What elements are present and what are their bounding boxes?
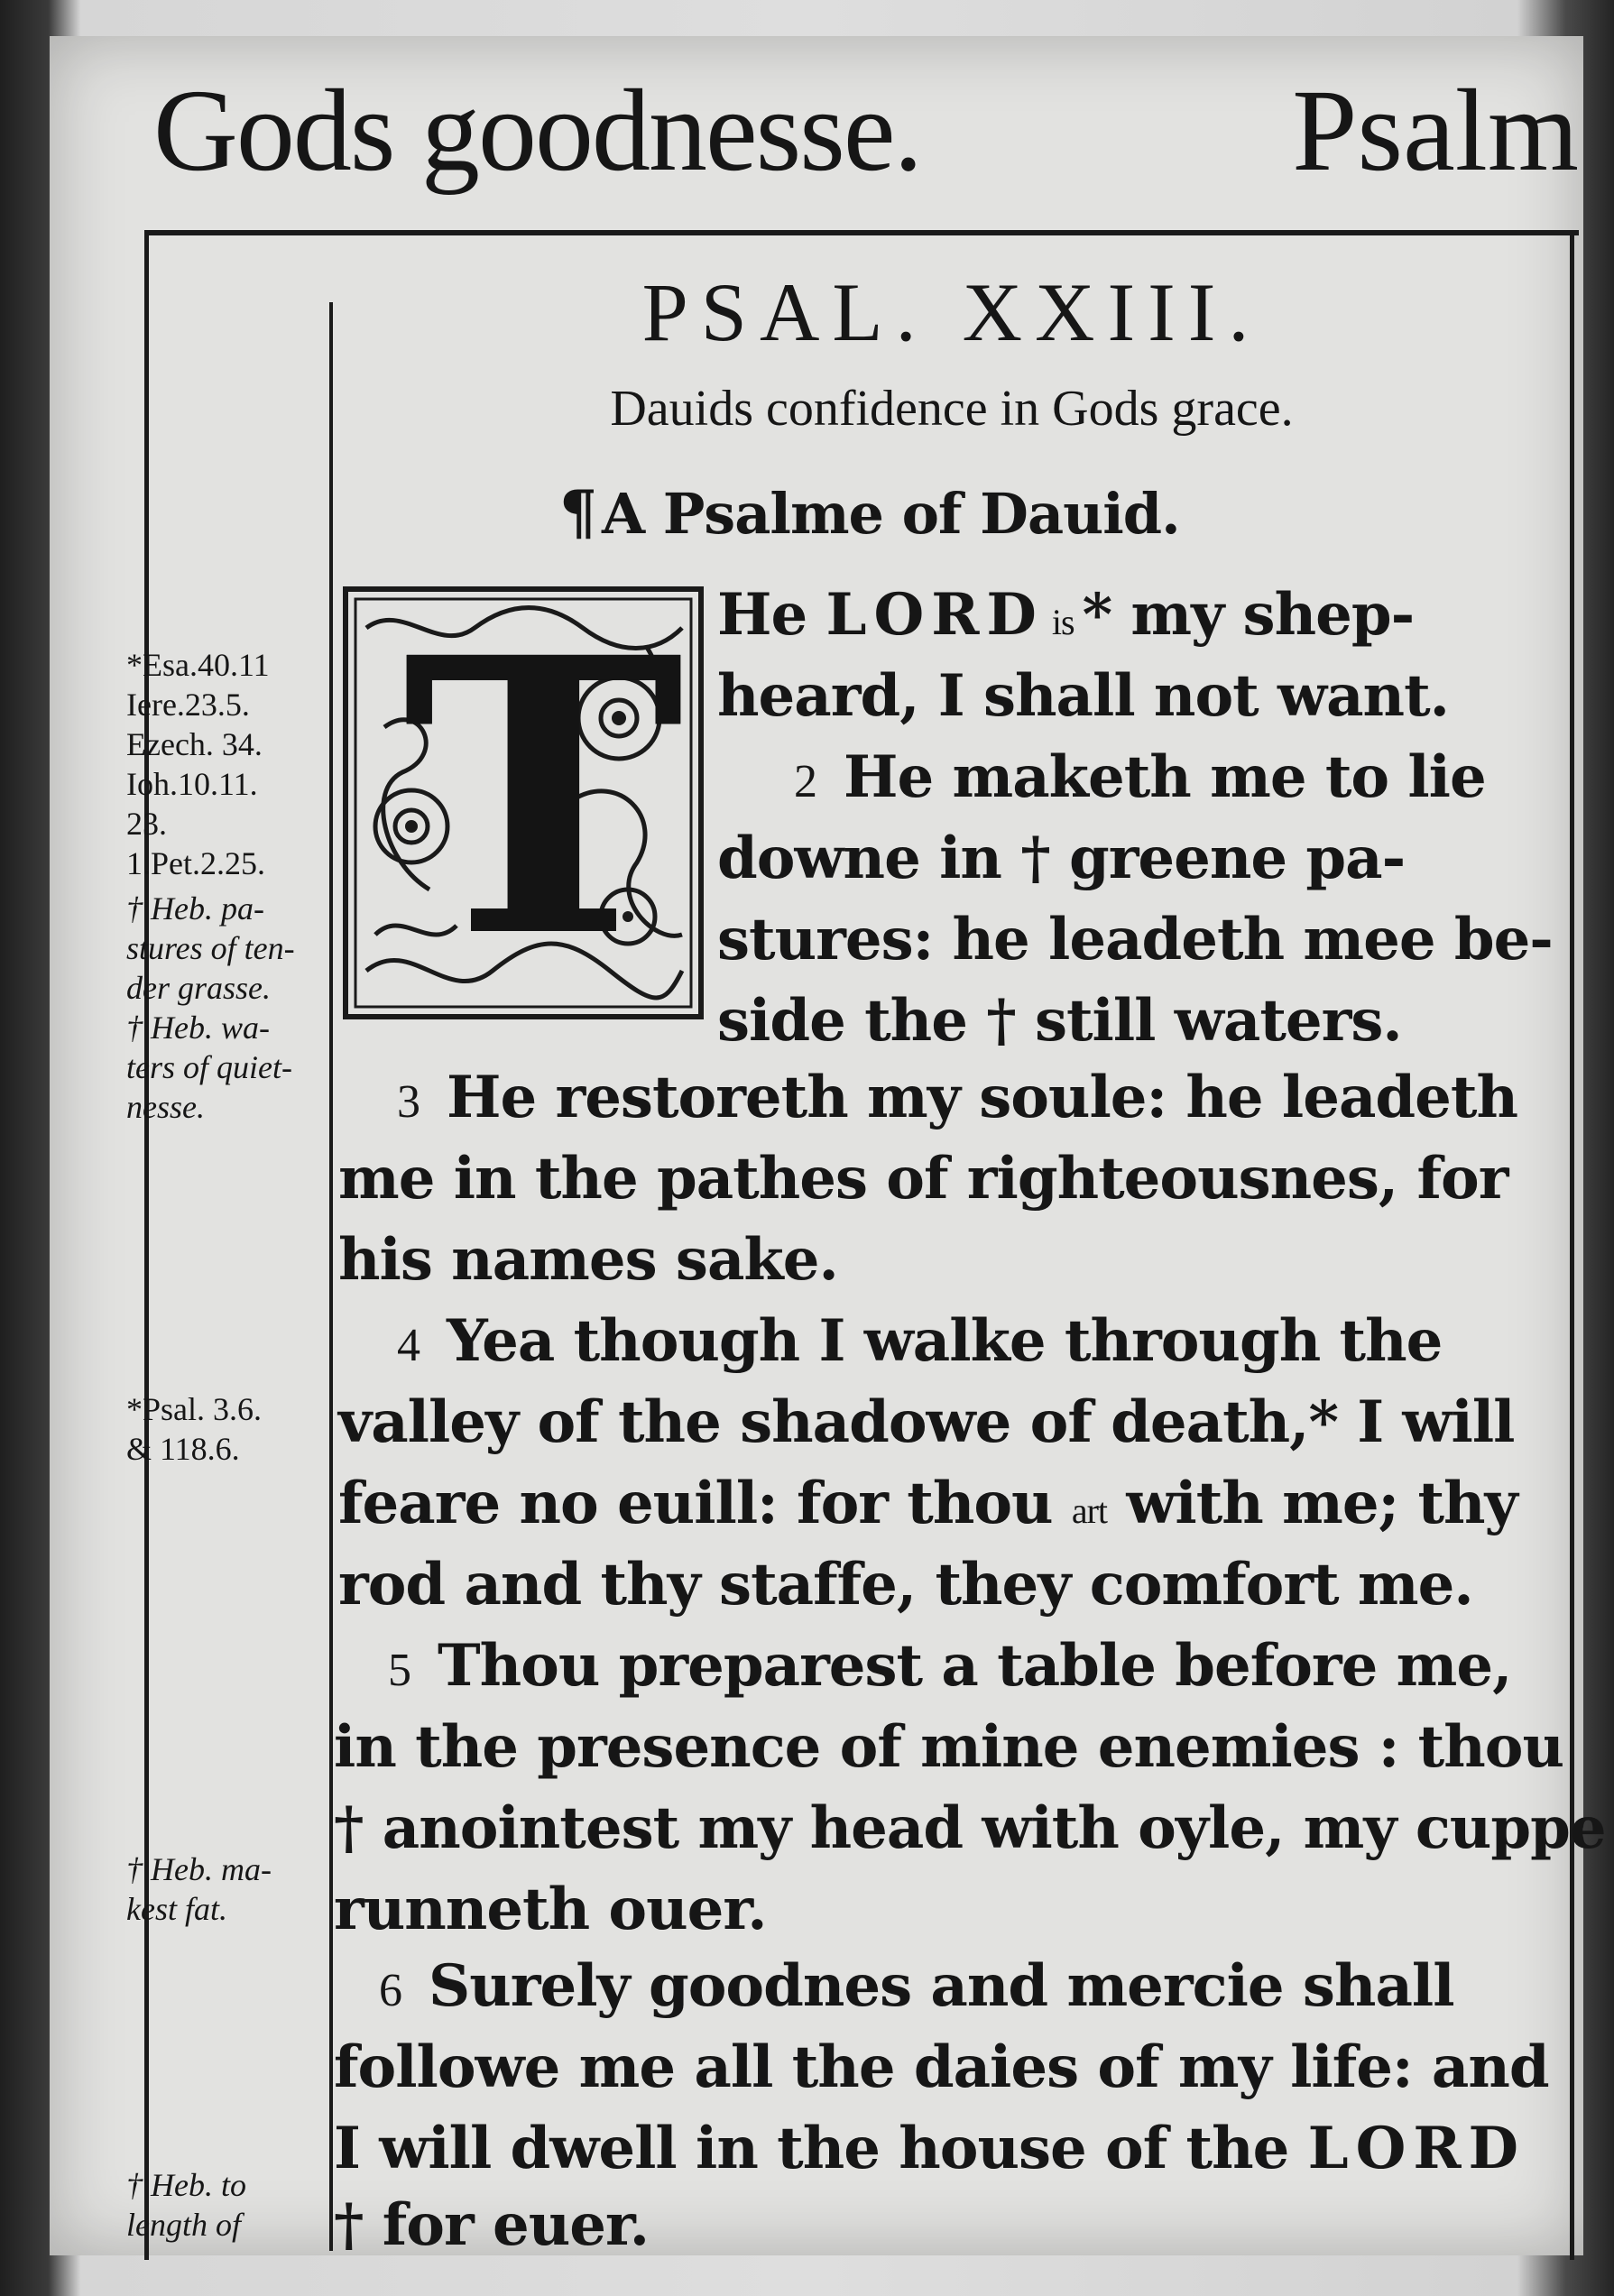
verse-2-line-2: downe in † greene pa- xyxy=(717,825,1406,892)
verse-2-line-4: side the † still waters. xyxy=(717,987,1402,1055)
verse-5-line-3: † anointest my head with oyle, my cuppe xyxy=(334,1794,1606,1862)
marginal-note-length-of: † Heb. to length of xyxy=(126,2167,246,2243)
verse-1-line-2: heard, I shall not want. xyxy=(717,662,1449,730)
divine-name-caps: LORD xyxy=(825,581,1044,649)
verse-3-line-1: 3 He restoreth my soule: he leadeth xyxy=(397,1064,1517,1131)
verse-number: 4 xyxy=(397,1320,420,1371)
header-rule xyxy=(144,230,1579,235)
marginal-note-cross-references: *Esa.40.11 Iere.23.5. Ezech. 34. Ioh.10.11. 23. 1.Pet.2.25. xyxy=(126,647,270,881)
right-border-rule xyxy=(1570,230,1574,2260)
verse-2-line-3: stures: he leadeth mee be- xyxy=(717,906,1553,973)
running-head-book: Psalm xyxy=(1292,66,1579,196)
marginal-note-psalm-reference: *Psal. 3.6. & 118.6. xyxy=(126,1391,263,1467)
verse-6-line-3: I will dwell in the house of the LORD xyxy=(334,2115,1526,2182)
verse-5-line-2: in the presence of mine enemies : thou xyxy=(334,1713,1563,1781)
verse-number: 2 xyxy=(794,756,816,807)
verse-6-line-4: † for euer. xyxy=(334,2191,650,2259)
verse-4-line-2: valley of the shadowe of death,* I will xyxy=(338,1388,1515,1456)
verse-4-line-4: rod and thy staffe, they comfort me. xyxy=(338,1551,1473,1618)
running-head xyxy=(99,63,1579,217)
psalm-title-text: A Psalme of Dauid. xyxy=(602,481,1180,547)
left-border-rule xyxy=(144,230,149,2260)
psalm-title xyxy=(559,477,1180,548)
verse-number: 6 xyxy=(379,1965,401,2016)
verse-3-line-3: his names sake. xyxy=(338,1226,838,1294)
verse-number: 5 xyxy=(388,1645,410,1696)
running-head-title: Gods goodnesse. xyxy=(153,66,922,196)
drop-cap-letter: T xyxy=(402,576,685,1021)
pilcrow-icon: ¶ xyxy=(559,477,596,548)
margin-gutter-rule xyxy=(329,302,333,2251)
verse-1-line-1: He LORD is * my shep- xyxy=(717,581,1415,649)
verse-5-line-1: 5 Thou preparest a table before me, xyxy=(388,1632,1512,1700)
verse-6-line-1: 6 Surely goodnes and mercie shall xyxy=(379,1952,1454,2020)
verse-6-line-2: followe me all the daies of my life: and xyxy=(334,2033,1549,2101)
marginal-note-makest-fat: † Heb. ma- kest fat. xyxy=(126,1851,272,1927)
verse-4-line-3: feare no euill: for thou art with me; thy xyxy=(338,1470,1517,1537)
verse-3-line-2: me in the pathes of righteousnes, for xyxy=(338,1145,1508,1213)
verse-2-line-1: 2 He maketh me to lie xyxy=(794,743,1486,811)
verse-number: 3 xyxy=(397,1076,420,1128)
ornamental-drop-cap xyxy=(343,576,704,1021)
verse-4-line-1: 4 Yea though I walke through the xyxy=(397,1307,1443,1375)
marginal-note-hebrew-readings: † Heb. pa- stures of ten- der grasse. † Heb. wa- ters of quiet- nesse. xyxy=(126,890,295,1125)
psalm-argument: Dauids confidence in Gods grace. xyxy=(610,381,1294,437)
psalm-heading: PSAL. XXIII. xyxy=(641,266,1262,358)
verse-5-line-4: runneth ouer. xyxy=(334,1876,767,1943)
divine-name-caps: LORD xyxy=(1307,2115,1526,2182)
